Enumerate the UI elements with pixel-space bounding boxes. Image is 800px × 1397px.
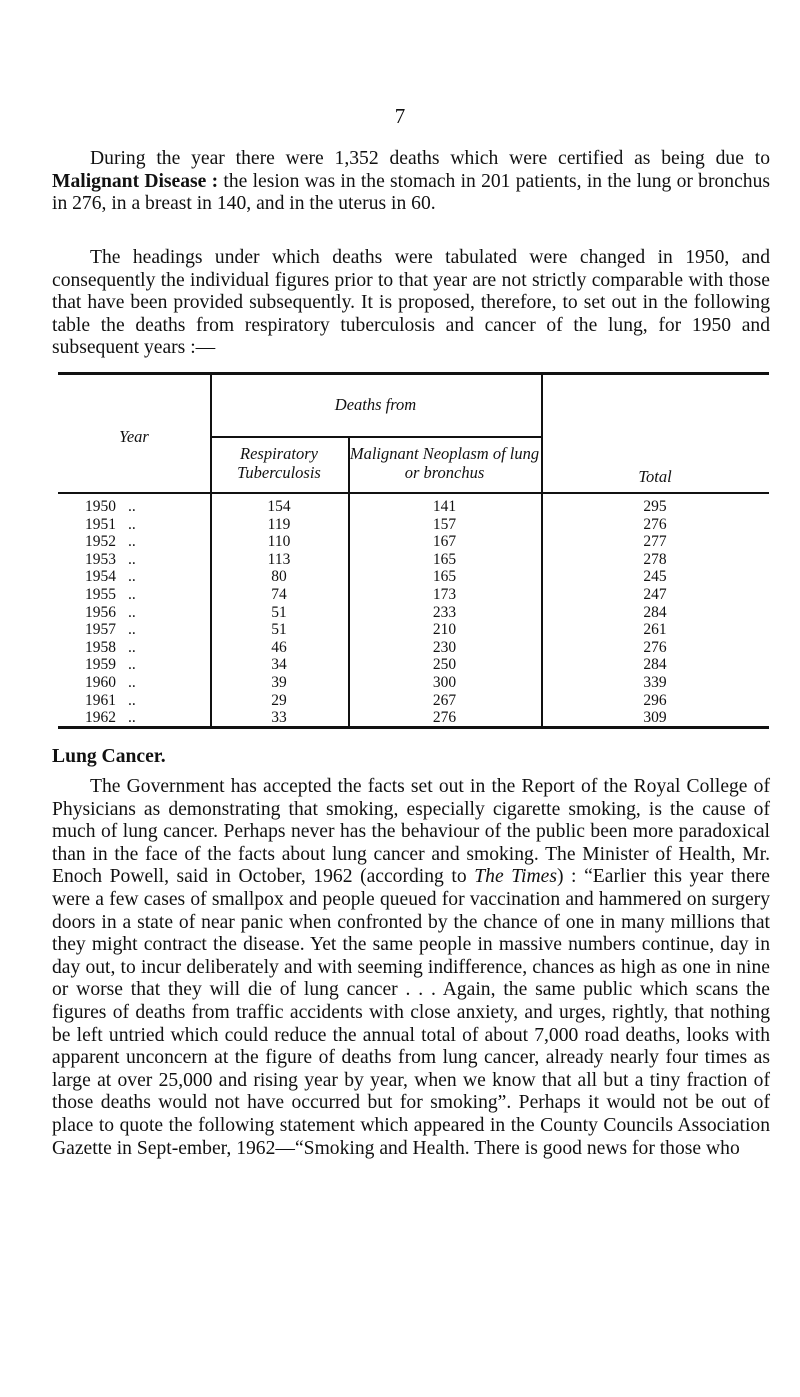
table-subheader-rule	[210, 436, 541, 438]
para1-bold: Malignant Disease :	[52, 170, 219, 192]
cell-leader: ..	[128, 585, 136, 603]
cell-year: 1952	[85, 533, 116, 551]
cell-leader: ..	[128, 621, 136, 639]
paragraph-lung-cancer	[52, 776, 770, 1160]
cell-respiratory: 113	[267, 550, 291, 568]
cell-total: 247	[643, 585, 667, 603]
cell-respiratory: 39	[271, 673, 287, 691]
cell-leader: ..	[128, 673, 136, 691]
header-total: Total	[638, 467, 672, 486]
cell-malignant: 233	[432, 603, 457, 621]
cell-respiratory: 119	[267, 515, 291, 533]
cell-malignant: 210	[432, 621, 457, 639]
cell-year: 1953	[85, 550, 116, 568]
cell-leader: ..	[128, 498, 136, 515]
cell-respiratory: 51	[271, 621, 287, 639]
table-row	[58, 709, 769, 727]
cell-leader: ..	[128, 550, 136, 568]
cell-total: 284	[643, 656, 667, 674]
cell-leader: ..	[128, 709, 136, 727]
table-row	[58, 516, 769, 534]
page-number: 7	[394, 104, 406, 128]
table-row	[58, 621, 769, 639]
cell-year: 1951	[85, 515, 116, 533]
cell-leader: ..	[128, 603, 136, 621]
table-row	[58, 586, 769, 604]
para3-italic-times: The Times	[474, 866, 557, 888]
cell-malignant: 167	[432, 533, 457, 551]
header-year: Year	[119, 427, 149, 446]
cell-total: 277	[643, 533, 667, 551]
cell-year: 1954	[85, 568, 116, 586]
cell-total: 261	[643, 621, 667, 639]
cell-leader: ..	[128, 568, 136, 586]
para2-text: The headings under which deaths were tabulated were changed in 1950, and consequently the individual figures prior to that year are not strictly comparable with those that have been provided subsequently. It is proposed, therefore, to set out in the following table the deaths from respiratory tuberculosis and cancer of the lung, for 1950 and subsequent years :—	[52, 247, 770, 359]
cell-malignant: 276	[432, 709, 457, 727]
table-row	[58, 568, 769, 586]
cell-respiratory: 29	[271, 691, 287, 709]
table-header-rule	[58, 492, 769, 494]
cell-year: 1957	[85, 621, 116, 639]
cell-year: 1960	[85, 673, 116, 691]
cell-malignant: 165	[432, 568, 457, 586]
cell-total: 295	[643, 498, 667, 515]
cell-total: 284	[643, 603, 667, 621]
cell-total: 245	[643, 568, 667, 586]
cell-year: 1959	[85, 656, 116, 674]
cell-respiratory: 51	[271, 603, 287, 621]
cell-total: 309	[643, 709, 667, 727]
cell-year: 1950	[85, 498, 116, 515]
cell-leader: ..	[128, 656, 136, 674]
table-row	[58, 533, 769, 551]
table-row	[58, 551, 769, 569]
cell-respiratory: 34	[271, 656, 287, 674]
cell-malignant: 230	[432, 638, 457, 656]
cell-leader: ..	[128, 691, 136, 709]
cell-malignant: 267	[432, 691, 457, 709]
cell-malignant: 173	[432, 585, 457, 603]
header-malignant-neoplasm: Malignant Neoplasm of lung or bronchus	[349, 444, 540, 482]
cell-malignant: 141	[432, 498, 457, 515]
para1-post: the lesion was in the stomach in 201 patients, in the lung or bronchus in 276, in a breast in 140, and in the uterus in 60.	[52, 170, 770, 215]
cell-respiratory: 46	[271, 638, 287, 656]
cell-respiratory: 74	[271, 585, 287, 603]
cell-leader: ..	[128, 515, 136, 533]
table-body	[58, 498, 769, 727]
cell-malignant: 157	[432, 515, 457, 533]
deaths-table	[58, 372, 769, 729]
para3-text-a: The Government has accepted the facts set out in the Report of the Royal College of Physicians as demonstrating that smoking, especially cigarette smoking, is the cause of much of lung cancer. Perhaps never has the behaviour of the public been more paradoxical than in the face of the facts about lung cancer and smoking. The Minister of Health, Mr. Enoch Powell, said in October, 1962 (according to	[52, 776, 770, 888]
paragraph-headings-change	[52, 247, 770, 360]
cell-total: 339	[643, 673, 667, 691]
table-row	[58, 604, 769, 622]
cell-leader: ..	[128, 533, 136, 551]
table-row	[58, 692, 769, 710]
table-row	[58, 498, 769, 516]
cell-year: 1955	[85, 585, 116, 603]
cell-year: 1958	[85, 638, 116, 656]
cell-respiratory: 110	[267, 533, 291, 551]
cell-malignant: 165	[432, 550, 457, 568]
table-row	[58, 656, 769, 674]
cell-total: 278	[643, 550, 667, 568]
para1-pre: During the year there were 1,352 deaths which were certified as being due to	[90, 148, 770, 169]
table-row	[58, 674, 769, 692]
cell-year: 1961	[85, 691, 116, 709]
section-title-lung-cancer: Lung Cancer.	[52, 746, 166, 767]
cell-malignant: 250	[432, 656, 457, 674]
cell-year: 1962	[85, 709, 116, 727]
cell-respiratory: 33	[271, 709, 287, 727]
header-deaths-from: Deaths from	[334, 395, 417, 414]
table-top-rule	[58, 372, 769, 375]
para3-text-b: ) : “Earlier this year there were a few cases of smallpox and people queued for vaccination and hammered on surgery doors in a state of near panic when confronted by the chance of one in many millions that they might contract the disease. Yet the same people in massive numbers continue, day in day out, to incur deliberately and with seeming indifference, chances as high as one in nine or worse that they will die of lung cancer . . . Again, the same public which scans the figures of deaths from traffic accidents with close anxiety, and urges, rightly, that nothing be left untried which could reduce the annual total of about 7,000 road deaths, looks with apparent unconcern at the figure of deaths from lung cancer, already nearly four times as large at over 25,000 and rising year by year, when we know that all but a tiny fraction of those deaths would not have occurred but for smoking”. Perhaps it would not be out of place to quote the following statement which appeared in the County Councils Association Gazette in Sept-ember, 1962—“Smoking and Health. There is good news for those who	[52, 866, 770, 1159]
cell-year: 1956	[85, 603, 116, 621]
cell-respiratory: 154	[267, 498, 291, 515]
paragraph-malignant-disease	[52, 148, 770, 216]
cell-respiratory: 80	[271, 568, 287, 586]
cell-leader: ..	[128, 638, 136, 656]
cell-total: 296	[643, 691, 667, 709]
cell-malignant: 300	[432, 673, 457, 691]
cell-total: 276	[643, 638, 667, 656]
table-row	[58, 639, 769, 657]
header-respiratory-tuberculosis: Respiratory Tuberculosis	[237, 444, 321, 482]
cell-total: 276	[643, 515, 667, 533]
